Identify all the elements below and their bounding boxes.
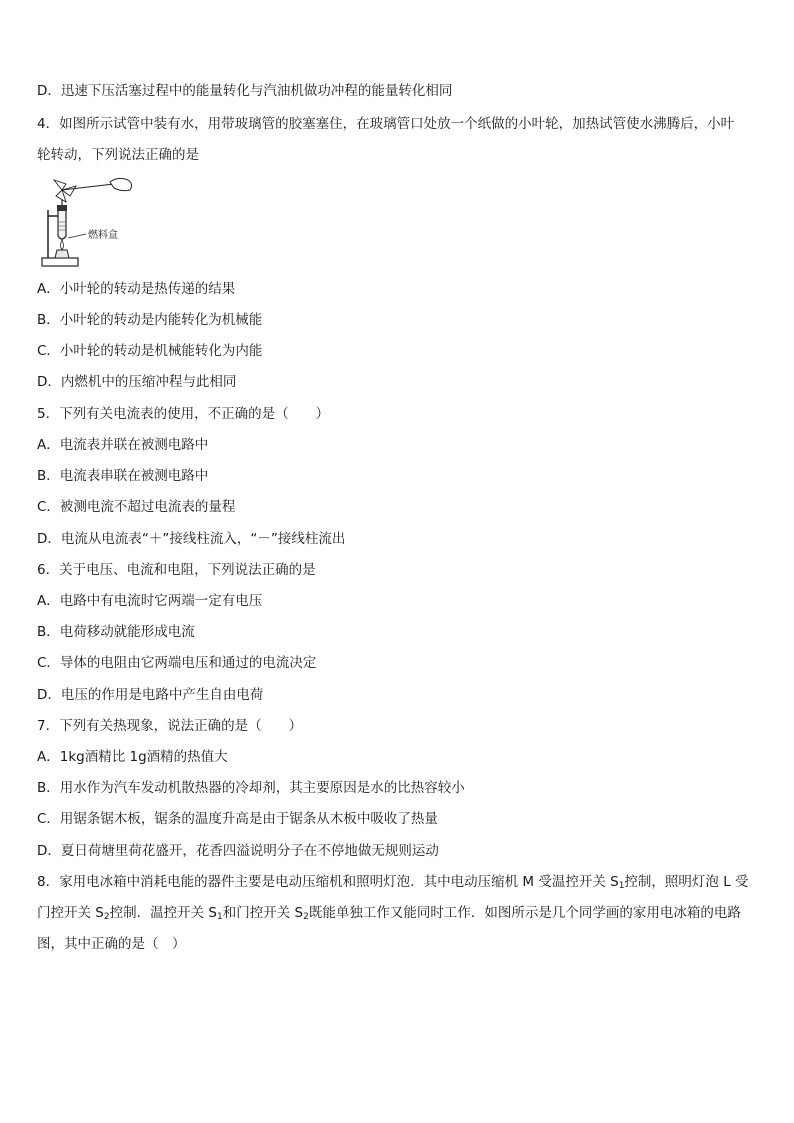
question-5-option-b: B．电流表串联在被测电路中 [37, 468, 209, 484]
question-7-option-b: B．用水作为汽车发动机散热器的冷却剂，其主要原因是水的比热容较小 [37, 780, 465, 796]
question-4-option-b: B．小叶轮的转动是内能转化为机械能 [37, 312, 263, 328]
question-8-stem-line-2: 门控开关 $S_2$控制．温控开关 $S_1$和门控开关 $S_2$既能单独工作又能同时工作．如图所示是几个同学画的家用电冰箱的电路 [37, 905, 741, 922]
question-4-stem-line-1: 4．如图所示试管中装有水，用带玻璃管的胶塞塞住，在玻璃管口处放一个纸做的小叶轮，加热试管使水沸腾后，小叶 [37, 116, 735, 132]
question-4-option-d: D．内燃机中的压缩冲程与此相同 [37, 374, 237, 390]
question-7-option-d: D．夏日荷塘里荷花盛开，花香四溢说明分子在不停地做无规则运动 [37, 843, 439, 859]
question-4-stem-line-2: 轮转动，下列说法正确的是 [37, 147, 199, 163]
question-8-stem-line-1: 8．家用电冰箱中消耗电能的器件主要是电动压缩机和照明灯泡．其中电动压缩机 M 受温控开关 $S_1$控制，照明灯泡 L 受 [37, 874, 749, 891]
question-7-option-c: C．用锯条锯木板，锯条的温度升高是由于锯条从木板中吸收了热量 [37, 811, 438, 827]
test-tube-pinwheel-figure [40, 176, 140, 270]
fuel-box-label: 燃料盒 [88, 230, 118, 241]
question-5-option-c: C．被测电流不超过电流表的量程 [37, 499, 236, 515]
question-4-option-a: A．小叶轮的转动是热传递的结果 [37, 281, 236, 297]
question-6-option-b: B．电荷移动就能形成电流 [37, 624, 195, 640]
question-6-stem: 6．关于电压、电流和电阻，下列说法正确的是 [37, 562, 316, 578]
question-7-option-a: A．1kg酒精比 1g酒精的热值大 [37, 749, 228, 765]
question-8-stem-line-3: 图，其中正确的是（ ） [37, 936, 186, 952]
question-6-option-a: A．电路中有电流时它两端一定有电压 [37, 593, 263, 609]
question-6-option-c: C．导体的电阻由它两端电压和通过的电流决定 [37, 655, 317, 671]
question-6-option-d: D．电压的作用是电路中产生自由电荷 [37, 687, 264, 703]
question-5-stem: 5．下列有关电流表的使用，不正确的是（ ） [37, 406, 330, 422]
question-5-option-a: A．电流表并联在被测电路中 [37, 437, 209, 453]
question-7-stem: 7．下列有关热现象，说法正确的是（ ） [37, 718, 303, 734]
question-4-option-c: C．小叶轮的转动是机械能转化为内能 [37, 343, 263, 359]
question-3-option-d: D．迅速下压活塞过程中的能量转化与汽油机做功冲程的能量转化相同 [37, 83, 453, 99]
question-5-option-d: D．电流从电流表“＋”接线柱流入，“－”接线柱流出 [37, 531, 346, 547]
